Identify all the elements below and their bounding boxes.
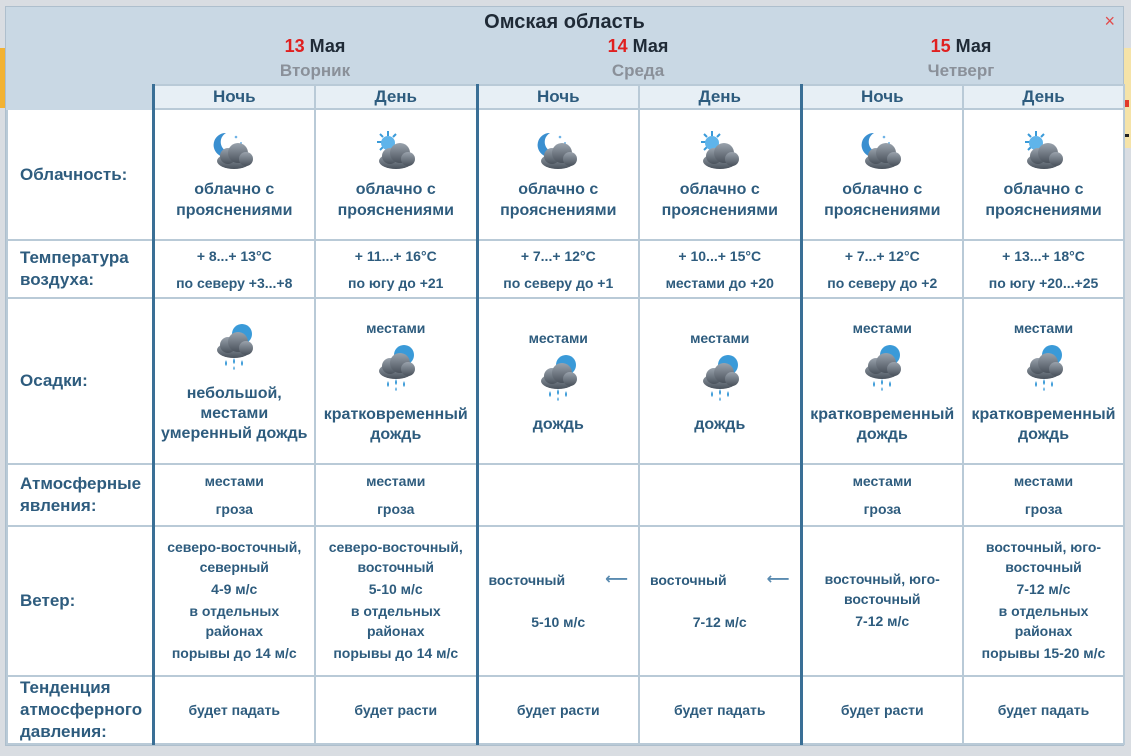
temp-range: + 7...+ 12°C <box>520 247 596 264</box>
wind-direction: восточный <box>843 591 921 607</box>
cloud-row <box>7 109 1124 240</box>
wind-cell <box>639 526 801 676</box>
trend-cell: будет расти <box>477 676 639 744</box>
period-night: Ночь <box>801 85 963 109</box>
row-label-phen: Атмосферные явления: <box>7 464 153 526</box>
phen-qualifier: местами <box>852 473 912 489</box>
precip-text: дождь <box>1017 426 1070 443</box>
moon-cloud-icon <box>155 129 315 173</box>
phen-qualifier: местами <box>204 473 264 489</box>
wind-gust: порывы до 14 м/с <box>171 645 297 661</box>
pressure-trend-row <box>7 676 1124 744</box>
precip-qualifier: местами <box>852 320 912 336</box>
cloud-text: облачно с <box>194 180 275 198</box>
precip-qualifier: местами <box>690 330 750 346</box>
precip-cell <box>963 298 1124 464</box>
precip-text: кратковременный <box>971 406 1116 423</box>
precip-qualifier: местами <box>1013 320 1074 336</box>
period-night: Ночь <box>153 85 315 109</box>
rain-cloud-icon <box>803 339 963 391</box>
phen-cell <box>963 464 1124 526</box>
phen-cell <box>801 464 963 526</box>
wind-direction: северо-восточный, <box>167 539 302 555</box>
wind-direction: восточный <box>650 572 727 588</box>
temp-note: местами до +20 <box>665 274 774 291</box>
period-day: День <box>639 85 801 109</box>
period-night: Ночь <box>477 85 639 109</box>
precip-cell <box>153 298 315 464</box>
cloud-text: прояснениями <box>985 201 1102 219</box>
temp-note: по северу +3...+8 <box>176 274 293 291</box>
day-header-3 <box>800 36 1122 81</box>
precipitation-row <box>7 298 1124 464</box>
arrow-left-icon: ⟵ <box>605 571 628 588</box>
trend-cell: будет падать <box>153 676 315 744</box>
arrow-left-icon: ⟵ <box>766 571 790 588</box>
cloud-cell <box>477 109 639 240</box>
cloud-cell <box>153 109 315 240</box>
forecast-header <box>6 7 1123 86</box>
temp-cell <box>639 240 801 298</box>
sun-cloud-icon <box>316 129 476 173</box>
trend-cell: будет расти <box>801 676 963 744</box>
cloud-text: облачно с <box>1003 180 1084 198</box>
sun-cloud-icon <box>964 129 1123 173</box>
wind-note: районах <box>205 623 264 639</box>
temp-cell <box>963 240 1124 298</box>
rain-cloud-icon <box>479 349 639 401</box>
phen-cell <box>153 464 315 526</box>
wind-speed: 4-9 м/с <box>211 581 258 597</box>
phen-qualifier: местами <box>1013 473 1074 489</box>
rain-cloud-icon <box>640 349 800 401</box>
rain-cloud-icon <box>155 318 315 370</box>
wind-note: в отдельных <box>189 603 280 619</box>
sun-cloud-icon <box>640 129 800 173</box>
wind-direction: восточный <box>1005 559 1082 575</box>
phen-qualifier: местами <box>366 473 426 489</box>
day-weekday: Четверг <box>927 61 995 80</box>
cloud-text: прояснениями <box>176 201 293 219</box>
forecast-table <box>6 84 1125 745</box>
cloud-text: облачно с <box>679 180 760 198</box>
period-header-row <box>7 85 1124 109</box>
wind-speed: 5-10 м/с <box>531 614 586 630</box>
temp-cell <box>315 240 477 298</box>
cloud-cell <box>963 109 1124 240</box>
wind-direction: восточный, юго- <box>824 571 940 587</box>
wind-speed: 7-12 м/с <box>692 614 747 630</box>
close-icon[interactable]: × <box>1104 11 1115 31</box>
wind-cell <box>801 526 963 676</box>
phen-text: гроза <box>215 501 253 517</box>
temp-note: по югу до +21 <box>348 274 444 291</box>
cloud-text: прояснениями <box>500 201 617 219</box>
day-header-1 <box>154 36 476 81</box>
region-title: Омская область <box>484 11 645 33</box>
day-weekday: Вторник <box>279 61 351 80</box>
cloud-text: прояснениями <box>824 201 941 219</box>
wind-direction: северный <box>199 559 269 575</box>
wind-cell <box>963 526 1124 676</box>
wind-direction: восточный <box>488 572 566 588</box>
temp-range: + 10...+ 15°C <box>678 247 762 264</box>
precip-text: кратковременный <box>810 406 955 423</box>
wind-note: районах <box>366 623 425 639</box>
cloud-text: прояснениями <box>337 201 454 219</box>
precip-qualifier: местами <box>366 320 426 336</box>
row-label-precip: Осадки: <box>7 298 153 464</box>
day-header-2 <box>477 36 799 81</box>
precip-qualifier: местами <box>528 330 588 346</box>
wind-gust: порывы 15-20 м/с <box>981 645 1106 661</box>
day-month: Мая <box>632 36 669 56</box>
phen-cell <box>639 464 801 526</box>
temp-note: по югу +20...+25 <box>988 274 1099 291</box>
forecast-popup <box>5 6 1124 746</box>
precip-cell <box>477 298 639 464</box>
wind-note: в отдельных <box>350 603 441 619</box>
phen-text: гроза <box>863 501 901 517</box>
precip-text: дождь <box>370 426 422 443</box>
wind-note: в отдельных <box>998 603 1089 619</box>
temp-range: + 11...+ 16°C <box>354 247 437 264</box>
moon-cloud-icon <box>803 129 963 173</box>
wind-direction: восточный <box>357 559 435 575</box>
precip-text: дождь <box>532 416 584 433</box>
cloud-cell <box>315 109 477 240</box>
corner-cell <box>7 85 153 109</box>
precip-text: умеренный дождь <box>161 425 308 442</box>
period-day: День <box>963 85 1124 109</box>
cloud-text: прояснениями <box>661 201 778 219</box>
day-number: 15 <box>930 36 951 56</box>
day-month: Мая <box>955 36 992 56</box>
cloud-cell <box>801 109 963 240</box>
wind-direction: северо-восточный, <box>328 539 463 555</box>
precip-cell <box>315 298 477 464</box>
precip-cell <box>801 298 963 464</box>
wind-direction: восточный, юго- <box>985 539 1102 555</box>
temp-range: + 8...+ 13°C <box>196 247 272 264</box>
row-label-trend: Тенденция атмосферного давления: <box>7 676 153 744</box>
day-number: 13 <box>284 36 305 56</box>
phen-cell <box>477 464 639 526</box>
temp-cell <box>801 240 963 298</box>
precip-cell <box>639 298 801 464</box>
temp-range: + 7...+ 12°C <box>844 247 920 264</box>
precip-text: местами <box>200 405 269 422</box>
cloud-text: облачно с <box>355 180 436 198</box>
wind-speed: 7-12 м/с <box>1016 581 1071 597</box>
precip-text: кратковременный <box>323 406 468 423</box>
phenomena-row <box>7 464 1124 526</box>
precip-text: дождь <box>694 416 746 433</box>
wind-gust: порывы до 14 м/с <box>333 645 459 661</box>
temp-note: по северу до +2 <box>827 274 938 291</box>
phen-text: гроза <box>377 501 415 517</box>
wind-note: районах <box>1014 623 1073 639</box>
temp-range: + 13...+ 18°C <box>1002 247 1085 264</box>
row-label-wind: Ветер: <box>7 526 153 676</box>
period-day: День <box>315 85 477 109</box>
wind-row <box>7 526 1124 676</box>
wind-speed: 5-10 м/с <box>368 581 423 597</box>
temp-cell <box>153 240 315 298</box>
wind-cell <box>315 526 477 676</box>
cloud-text: облачно с <box>842 180 923 198</box>
trend-cell: будет расти <box>315 676 477 744</box>
precip-text: дождь <box>856 426 908 443</box>
precip-text: небольшой, <box>186 385 282 402</box>
temp-cell <box>477 240 639 298</box>
trend-cell: будет падать <box>963 676 1124 744</box>
wind-speed: 7-12 м/с <box>855 613 910 629</box>
phen-text: гроза <box>1024 501 1063 517</box>
cloud-cell <box>639 109 801 240</box>
row-label-temp: Температура воздуха: <box>7 240 153 298</box>
trend-cell: будет падать <box>639 676 801 744</box>
temp-note: по северу до +1 <box>503 274 614 291</box>
day-number: 14 <box>607 36 628 56</box>
temperature-row <box>7 240 1124 298</box>
moon-cloud-icon <box>479 129 639 173</box>
phen-cell <box>315 464 477 526</box>
rain-cloud-icon <box>316 339 476 391</box>
day-month: Мая <box>309 36 346 56</box>
rain-cloud-icon <box>964 339 1123 391</box>
wind-cell <box>153 526 315 676</box>
wind-cell <box>477 526 639 676</box>
row-label-cloud: Облачность: <box>7 109 153 240</box>
cloud-text: облачно с <box>518 180 599 198</box>
day-weekday: Среда <box>611 61 665 80</box>
